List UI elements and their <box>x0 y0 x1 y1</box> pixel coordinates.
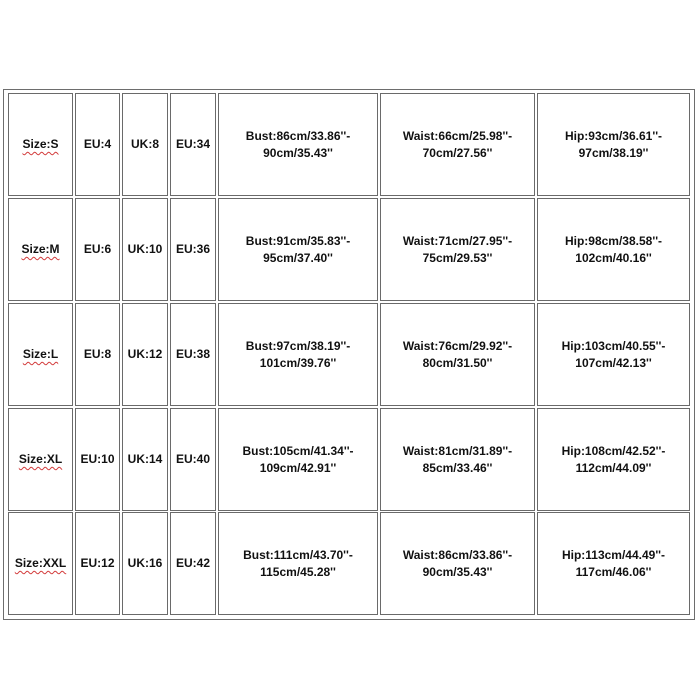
uk-size-cell: UK:8 <box>130 137 159 151</box>
size-chart-cell <box>75 303 120 406</box>
eu-size-cell: EU:12 <box>80 556 115 570</box>
eu-number-cell: EU:42 <box>175 556 210 570</box>
size-chart-cell <box>8 198 73 301</box>
size-chart-cell <box>8 512 73 615</box>
size-chart-cell <box>170 408 216 511</box>
uk-size-cell: UK:12 <box>127 347 163 361</box>
size-chart-cell <box>380 512 535 615</box>
size-chart-cell <box>75 93 120 196</box>
bust-cell: Bust:105cm/41.34''- 109cm/42.91'' <box>242 443 354 475</box>
size-chart-cell <box>170 198 216 301</box>
size-chart-cell <box>218 408 378 511</box>
hip-cell: Hip:103cm/40.55''- 107cm/42.13'' <box>561 338 666 370</box>
eu-number-cell: EU:34 <box>175 137 210 151</box>
size-chart-cell <box>122 512 168 615</box>
uk-size-cell: UK:14 <box>127 452 163 466</box>
size-chart-cell <box>380 408 535 511</box>
size-chart-cell <box>122 408 168 511</box>
size-chart-cell <box>380 303 535 406</box>
size-chart-cell <box>122 303 168 406</box>
waist-cell: Waist:81cm/31.89''- 85cm/33.46'' <box>402 443 513 475</box>
eu-size-cell: EU:6 <box>83 242 112 256</box>
size-chart-cell <box>75 512 120 615</box>
size-chart-cell <box>537 93 690 196</box>
size-chart-cell <box>218 303 378 406</box>
eu-size-cell: EU:8 <box>83 347 112 361</box>
size-chart-cell <box>380 198 535 301</box>
size-chart-cell <box>218 198 378 301</box>
size-cell: Size:XL <box>18 452 63 466</box>
bust-cell: Bust:91cm/35.83''- 95cm/37.40'' <box>245 233 351 265</box>
waist-cell: Waist:76cm/29.92''- 80cm/31.50'' <box>402 338 513 370</box>
hip-cell: Hip:113cm/44.49''- 117cm/46.06'' <box>561 547 666 579</box>
size-chart-cell <box>537 303 690 406</box>
size-chart-cell <box>170 93 216 196</box>
waist-cell: Waist:71cm/27.95''- 75cm/29.53'' <box>402 233 513 265</box>
size-chart-cell <box>218 512 378 615</box>
waist-cell: Waist:86cm/33.86''- 90cm/35.43'' <box>402 547 513 579</box>
eu-size-cell: EU:4 <box>83 137 112 151</box>
size-chart-cell <box>8 408 73 511</box>
size-chart-cell <box>380 93 535 196</box>
size-cell: Size:XXL <box>14 556 67 570</box>
size-chart-cell <box>537 512 690 615</box>
size-chart-cell <box>170 303 216 406</box>
size-chart-cell <box>75 408 120 511</box>
size-chart-cell <box>218 93 378 196</box>
size-chart-cell <box>537 408 690 511</box>
size-cell: Size:S <box>22 137 59 151</box>
size-chart-cell <box>8 93 73 196</box>
bust-cell: Bust:97cm/38.19''- 101cm/39.76'' <box>245 338 351 370</box>
uk-size-cell: UK:16 <box>127 556 163 570</box>
size-chart-cell <box>122 93 168 196</box>
size-chart-cell <box>122 198 168 301</box>
hip-cell: Hip:93cm/36.61''- 97cm/38.19'' <box>564 128 663 160</box>
size-chart-cell <box>537 198 690 301</box>
size-cell: Size:M <box>21 242 60 256</box>
waist-cell: Waist:66cm/25.98''- 70cm/27.56'' <box>402 128 513 160</box>
bust-cell: Bust:86cm/33.86''- 90cm/35.43'' <box>245 128 351 160</box>
hip-cell: Hip:98cm/38.58''- 102cm/40.16'' <box>564 233 663 265</box>
bust-cell: Bust:111cm/43.70''- 115cm/45.28'' <box>243 547 353 579</box>
hip-cell: Hip:108cm/42.52''- 112cm/44.09'' <box>561 443 666 475</box>
eu-number-cell: EU:36 <box>175 242 210 256</box>
eu-number-cell: EU:38 <box>175 347 210 361</box>
uk-size-cell: UK:10 <box>127 242 163 256</box>
size-chart-cell <box>8 303 73 406</box>
size-cell: Size:L <box>22 347 59 361</box>
size-chart-cell <box>75 198 120 301</box>
size-chart-cell <box>170 512 216 615</box>
eu-number-cell: EU:40 <box>175 452 210 466</box>
eu-size-cell: EU:10 <box>80 452 115 466</box>
